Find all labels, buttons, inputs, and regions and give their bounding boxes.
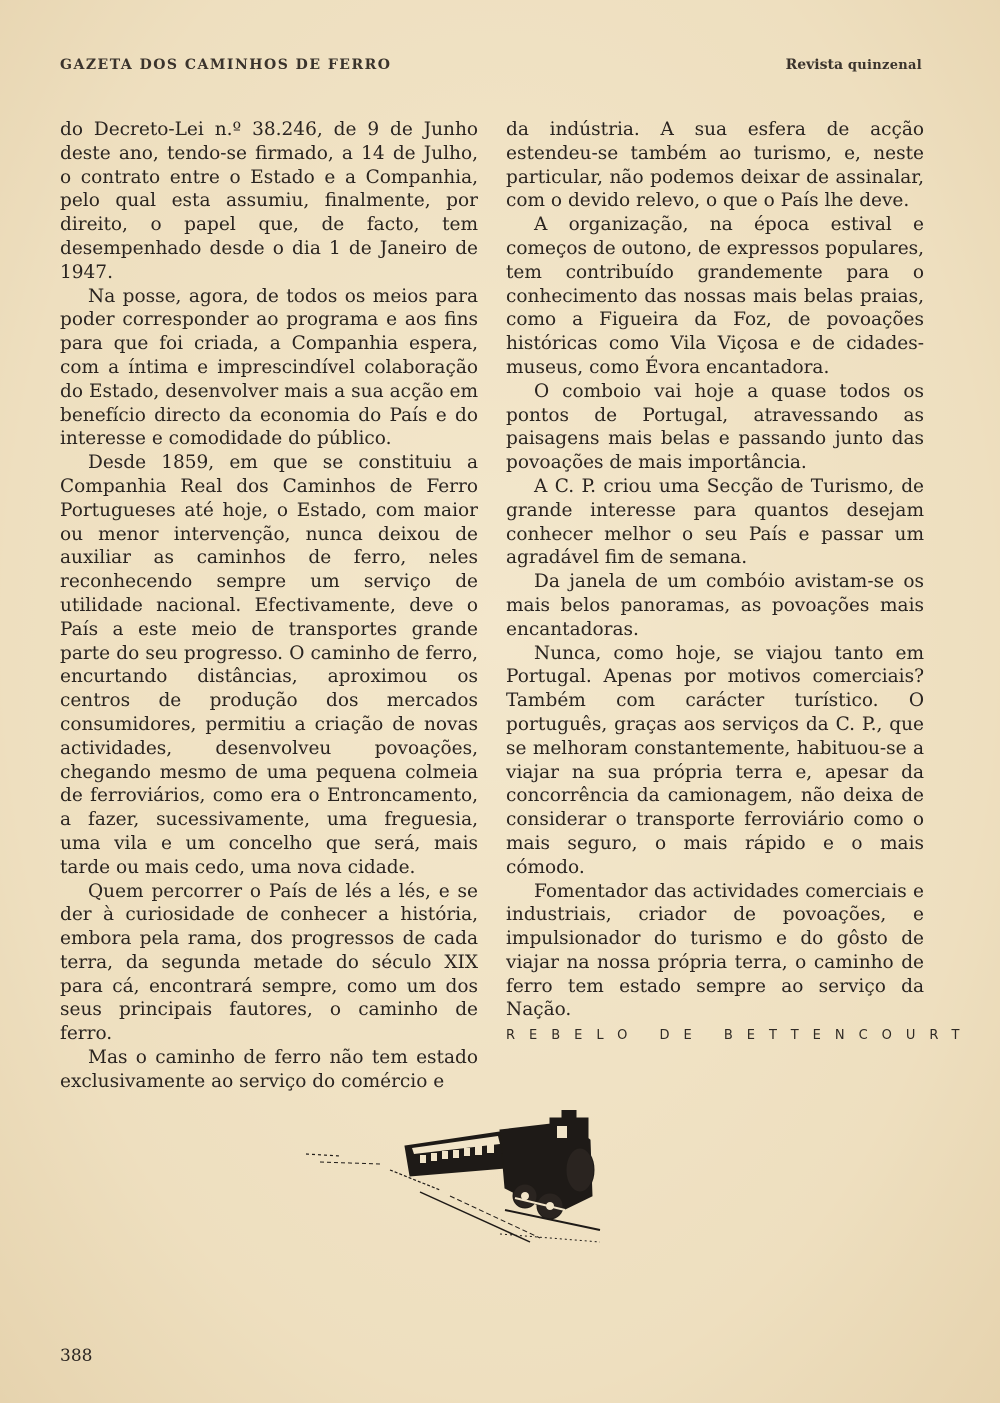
right-text-column bbox=[506, 118, 974, 1048]
journal-title: GAZETA DOS CAMINHOS DE FERRO bbox=[60, 57, 392, 73]
paragraph: da indústria. A sua esfera de acção estendeu-se também ao turismo, e, neste particular, não podemos deixar de assinalar, com o devido relevo, o que o País lhe deve. bbox=[506, 119, 924, 212]
page-number: 388 bbox=[60, 1346, 93, 1366]
left-text-column bbox=[60, 118, 478, 1094]
paragraph: Quem percorrer o País de lés a lés, e se der à curiosidade de conhecer a história, embora pela rama, dos progressos de cada terra, da segunda metade do século XIX para cá, encontrará sempre, como um dos seus principais fautores, o caminho de ferro. bbox=[60, 880, 478, 1045]
paragraph: Da janela de um combóio avistam-se os mais belos panoramas, as povoações mais encantadoras. bbox=[506, 571, 924, 640]
running-header bbox=[60, 57, 922, 79]
paragraph: Nunca, como hoje, se viajou tanto em Portugal. Apenas por motivos comerciais? Também com carácter turístico. O português, graças aos serviços da C. P., que se melhoram constantemente, habituou-se a viajar na sua própria terra e, apesar da concorrência da camionagem, não deixa de considerar o transporte ferroviário como o mais seguro, o mais rápido e o mais cómodo. bbox=[506, 642, 924, 878]
periodicity-label bbox=[786, 57, 922, 73]
paragraph: Mas o caminho de ferro não tem estado exclusivamente ao serviço do comércio e bbox=[60, 1047, 478, 1092]
paragraph: Fomentador das actividades comerciais e industriais, criador de povoações, e impulsionador do turismo e do gôsto de viajar na nossa própria terra, o caminho de ferro tem estado sempre ao serviço da Nação. bbox=[506, 880, 924, 1021]
paragraph: Na posse, agora, de todos os meios para poder corresponder ao programa e aos fins para que foi criada, a Companhia espera, com a íntima e imprescindível colaboração do Estado, desenvolver mais a sua acção em benefício directo da economia do País e do interesse e comodidade do público. bbox=[60, 285, 478, 450]
paragraph: A C. P. criou uma Secção de Turismo, de grande interesse para quantos desejam conhecer melhor o seu País e passar um agradável fim de semana. bbox=[506, 475, 924, 569]
paragraph: O comboio vai hoje a quase todos os pontos de Portugal, atravessando as paisagens mais belas e passando junto das povoações de mais importância. bbox=[506, 380, 924, 474]
author-signature: REBELO DE BETTENCOURT bbox=[506, 1028, 974, 1044]
paragraph: do Decreto-Lei n.º 38.246, de 9 de Junho deste ano, tendo-se firmado, a 14 de Julho, o contrato entre o Estado e a Companhia, pelo qual esta assumiu, finalmente, por direito, o papel que, de facto, tem desempenhado desde o dia 1 de Janeiro de 1947. bbox=[60, 119, 478, 283]
quinzenal-word: quinzenal bbox=[847, 58, 922, 73]
paragraph: Desde 1859, em que se constituiu a Companhia Real dos Caminhos de Ferro Portugueses até hoje, o Estado, com maior ou menor intervenção, nunca deixou de auxiliar as caminhos de ferro, neles reconhecendo sempre um serviço de utilidade nacional. Efectivamente, deve o País a este meio de transportes grande parte do seu progresso. O caminho de ferro, encurtando distâncias, aproximou os centros de produção dos mercados consumidores, permitiu a criação de novas actividades, desenvolveu povoações, chegando mesmo de uma pequena colmeia de ferroviários, como era o Entroncamento, a fazer, sucessivamente, uma freguesia, uma vila e um concelho que será, mais tarde ou mais cedo, uma nova cidade. bbox=[60, 452, 478, 878]
revista-word: Revista bbox=[785, 57, 844, 73]
steam-train-icon bbox=[300, 1110, 620, 1260]
paragraph: A organização, na época estival e começos de outono, de expressos populares, tem contribuído grandemente para o conhecimento das nossas mais belas praias, como a Figueira da Foz, de povoações históricas como Vila Viçosa e de cidades-museus, como Évora encantadora. bbox=[506, 214, 925, 378]
